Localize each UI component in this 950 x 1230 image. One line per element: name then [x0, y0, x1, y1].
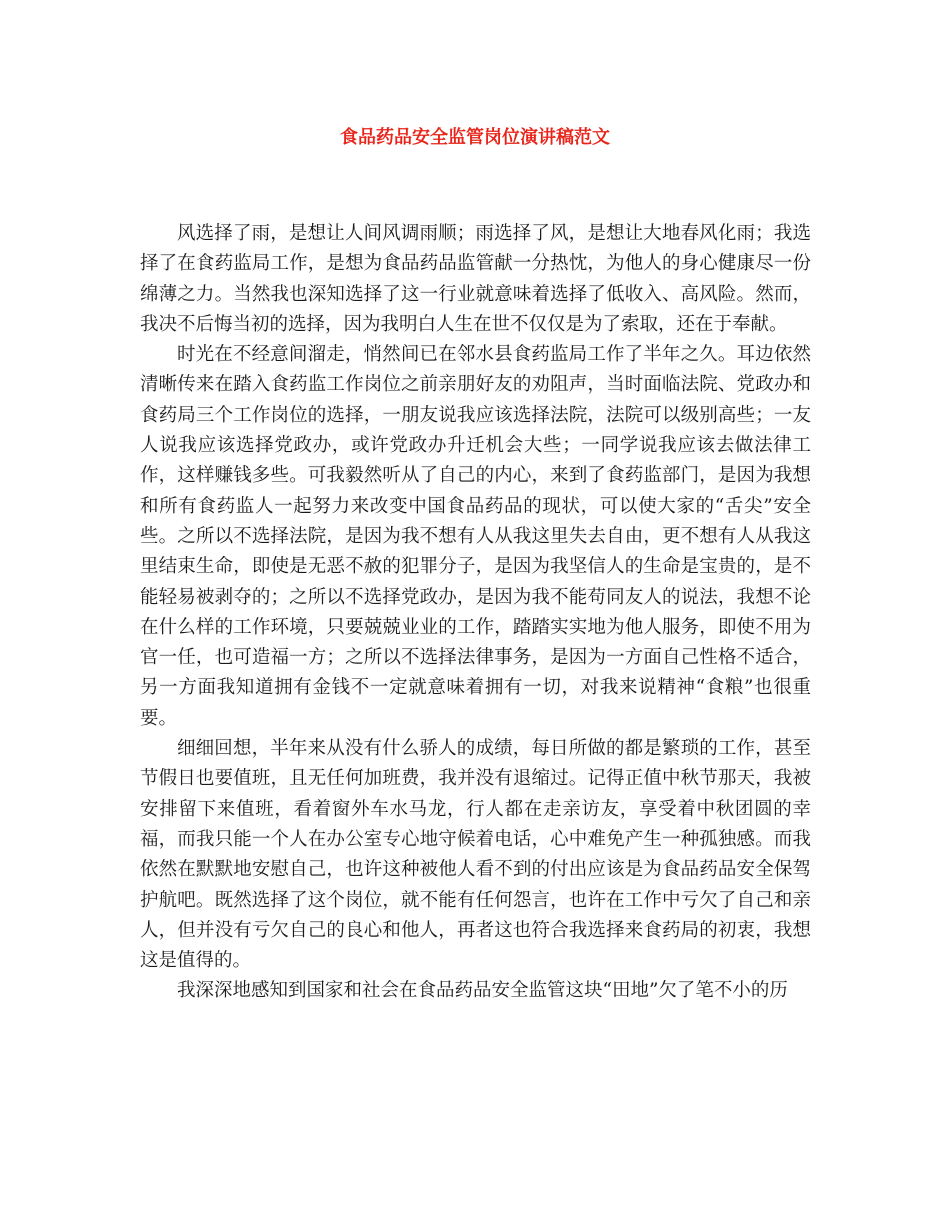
document-body [140, 219, 811, 1007]
document-title: 食品药品安全监管岗位演讲稿范文 [340, 127, 610, 148]
paragraph-4: 我深深地感知到国家和社会在食品药品安全监管这块“田地”欠了笔不小的历 [177, 980, 788, 1002]
paragraph-1: 风选择了雨，是想让人间风调雨顺；雨选择了风，是想让大地春风化雨；我选择了在食药监局工作，是想为食品药品监管献一分热忱，为他人的身心健康尽一份绵薄之力。当然我也深知选择了这一行业就意味着选择了低收入、高风险。然而，我决不后悔当初的选择，因为我明白人生在世不仅仅是为了索取，还在于奉献。 [140, 223, 811, 335]
paragraph-3: 细细回想，半年来从没有什么骄人的成绩，每日所做的都是繁琐的工作，甚至节假日也要值班，且无任何加班费，我并没有退缩过。记得正值中秋节那天，我被安排留下来值班，看着窗外车水马龙，行人都在走亲访友，享受着中秋团圆的幸福，而我只能一个人在办公室专心地守候着电话，心中难免产生一种孤独感。而我依然在默默地安慰自己，也许这种被他人看不到的付出应该是为食品药品安全保驾护航吧。既然选择了这个岗位，就不能有任何怨言，也许在工作中亏欠了自己和亲人，但并没有亏欠自己的良心和他人，再者这也符合我选择来食药局的初衷，我想这是值得的。 [140, 738, 811, 972]
paragraph-2: 时光在不经意间溜走，悄然间已在邻水县食药监局工作了半年之久。耳边依然清晰传来在踏入食药监工作岗位之前亲朋好友的劝阻声，当时面临法院、党政办和食药局三个工作岗位的选择，一朋友说我应该选择法院，法院可以级别高些；一友人说我应该选择党政办，或许党政办升迁机会大些；一同学说我应该去做法律工作，这样赚钱多些。可我毅然听从了自己的内心，来到了食药监部门，是因为我想和所有食药监人一起努力来改变中国食品药品的现状，可以使大家的“舌尖”安全些。之所以不选择法院，是因为我不想有人从我这里失去自由，更不想有人从我这里结束生命，即使是无恶不赦的犯罪分子，是因为我坚信人的生命是宝贵的，是不能轻易被剥夺的；之所以不选择党政办，是因为我不能苟同友人的说法，我想不论在什么样的工作环境，只要兢兢业业的工作，踏踏实实地为他人服务，即使不用为官一任，也可造福一方；之所以不选择法律事务，是因为一方面自己性格不适合，另一方面我知道拥有金钱不一定就意味着拥有一切，对我来说精神“食粮”也很重要。 [140, 344, 811, 729]
